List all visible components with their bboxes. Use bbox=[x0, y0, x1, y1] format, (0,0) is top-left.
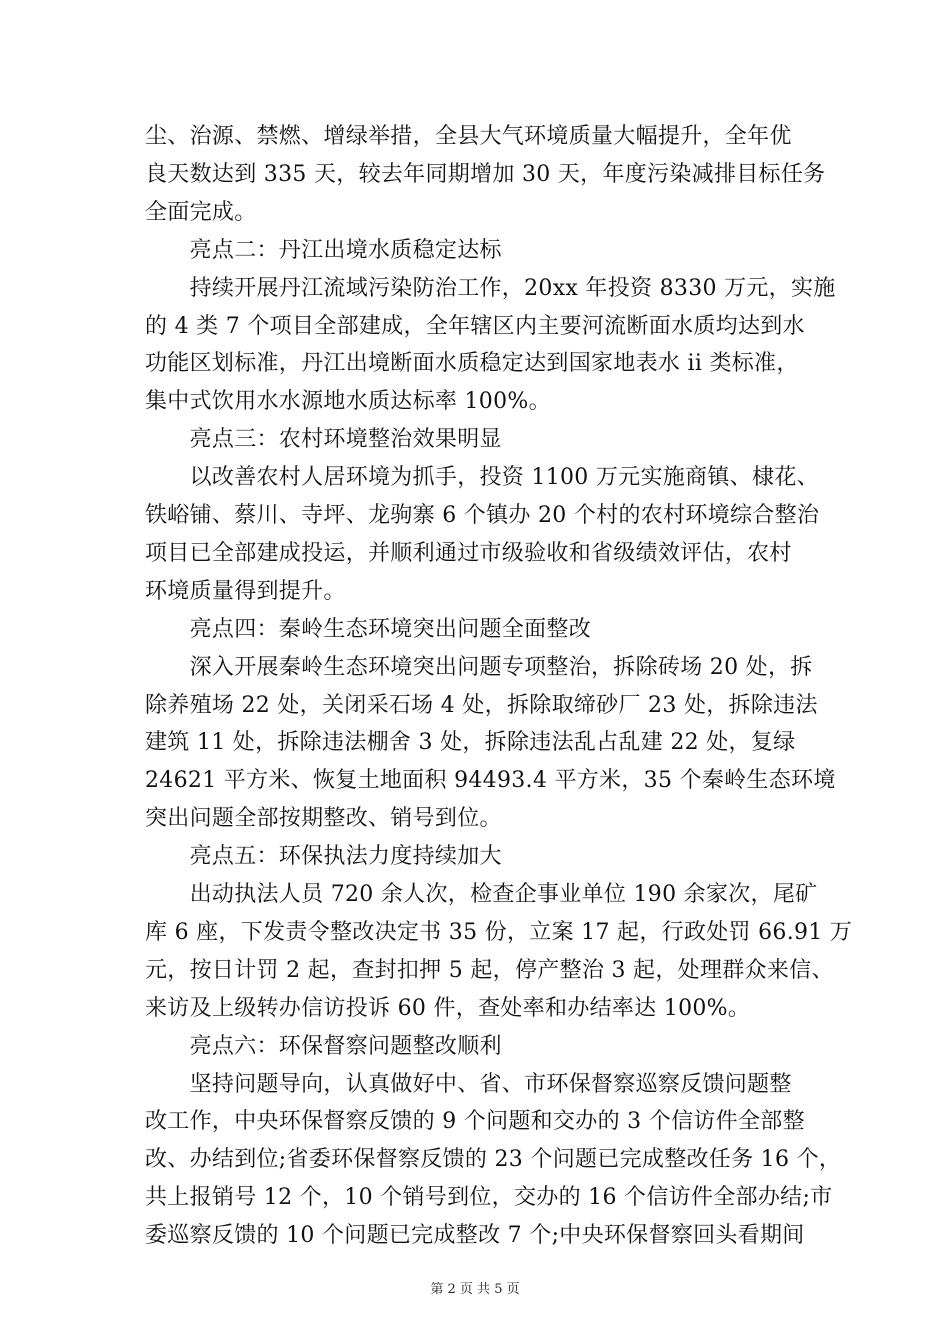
text-line: 出动执法人员 720 余人次，检查企事业单位 190 余家次，尾矿 bbox=[145, 882, 818, 907]
text-line: 除养殖场 22 处，关闭采石场 4 处，拆除取缔砂厂 23 处，拆除违法 bbox=[145, 692, 818, 718]
text-line: 亮点五：环保执法力度持续加大 bbox=[145, 844, 502, 870]
text-line: 共上报销号 12 个，10 个销号到位，交办的 16 个信访件全部办结;市 bbox=[145, 1185, 833, 1211]
text-line: 24621 平方米、恢复土地面积 94493.4 平方米，35 个秦岭生态环境 bbox=[145, 768, 836, 794]
text-line: 亮点四：秦岭生态环境突出问题全面整改 bbox=[145, 616, 592, 642]
text-line: 以改善农村人居环境为抓手，投资 1100 万元实施商镇、棣花、 bbox=[145, 465, 819, 491]
text-line: 的 4 类 7 个项目全部建成，全年辖区内主要河流断面水质均达到水 bbox=[145, 313, 805, 339]
page-footer bbox=[0, 1281, 950, 1299]
text-line: 亮点三：农村环境整治效果明显 bbox=[145, 427, 502, 453]
text-line: 深入开展秦岭生态环境突出问题专项整治，拆除砖场 20 处，拆 bbox=[145, 654, 813, 680]
text-line: 持续开展丹江流域污染防治工作，20xx 年投资 8330 万元，实施 bbox=[145, 275, 836, 301]
text-line: 铁峪铺、蔡川、寺坪、龙驹寨 6 个镇办 20 个村的农村环境综合整治 bbox=[145, 503, 820, 528]
text-line: 来访及上级转办信访投诉 60 件，查处率和办结率达 100%。 bbox=[145, 995, 751, 1021]
text-line: 委巡察反馈的 10 个问题已完成整改 7 个;中央环保督察回头看期间 bbox=[145, 1223, 805, 1249]
text-line: 元，按日计罚 2 起，查封扣押 5 起，停产整治 3 起，处理群众来信、 bbox=[145, 957, 834, 983]
text-line: 改、办结到位;省委环保督察反馈的 23 个问题已完成整改任务 16 个， bbox=[145, 1147, 842, 1173]
text-line: 集中式饮用水水源地水质达标率 100%。 bbox=[145, 389, 551, 415]
text-line: 坚持问题导向，认真做好中、省、市环保督察巡察反馈问题整 bbox=[145, 1071, 792, 1097]
text-line: 亮点六：环保督察问题整改顺利 bbox=[145, 1033, 502, 1059]
page-number-label: 第 2 页 共 5 页 bbox=[430, 1282, 520, 1297]
text-line: 改工作，中央环保督察反馈的 9 个问题和交办的 3 个信访件全部整 bbox=[145, 1109, 805, 1135]
text-line: 突出问题全部按期整改、销号到位。 bbox=[145, 806, 502, 832]
text-line: 功能区划标准，丹江出境断面水质稳定达到国家地表水 ii 类标准， bbox=[145, 351, 799, 377]
text-line: 尘、治源、禁燃、增绿举措，全县大气环境质量大幅提升，全年优 bbox=[145, 124, 792, 149]
text-line: 环境质量得到提升。 bbox=[145, 578, 346, 604]
text-line: 建筑 11 处，拆除违法棚舍 3 处，拆除违法乱占乱建 22 处，复绿 bbox=[145, 730, 796, 756]
text-line: 项目已全部建成投运，并顺利通过市级验收和省级绩效评估，农村 bbox=[145, 540, 792, 566]
text-line: 全面完成。 bbox=[145, 199, 257, 225]
text-line: 亮点二：丹江出境水质稳定达标 bbox=[145, 237, 502, 263]
text-line: 良天数达到 335 天，较去年同期增加 30 天，年度污染减排目标任务 bbox=[145, 161, 826, 187]
text-line: 库 6 座，下发责令整改决定书 35 份，立案 17 起，行政处罚 66.91 万 bbox=[145, 919, 853, 945]
